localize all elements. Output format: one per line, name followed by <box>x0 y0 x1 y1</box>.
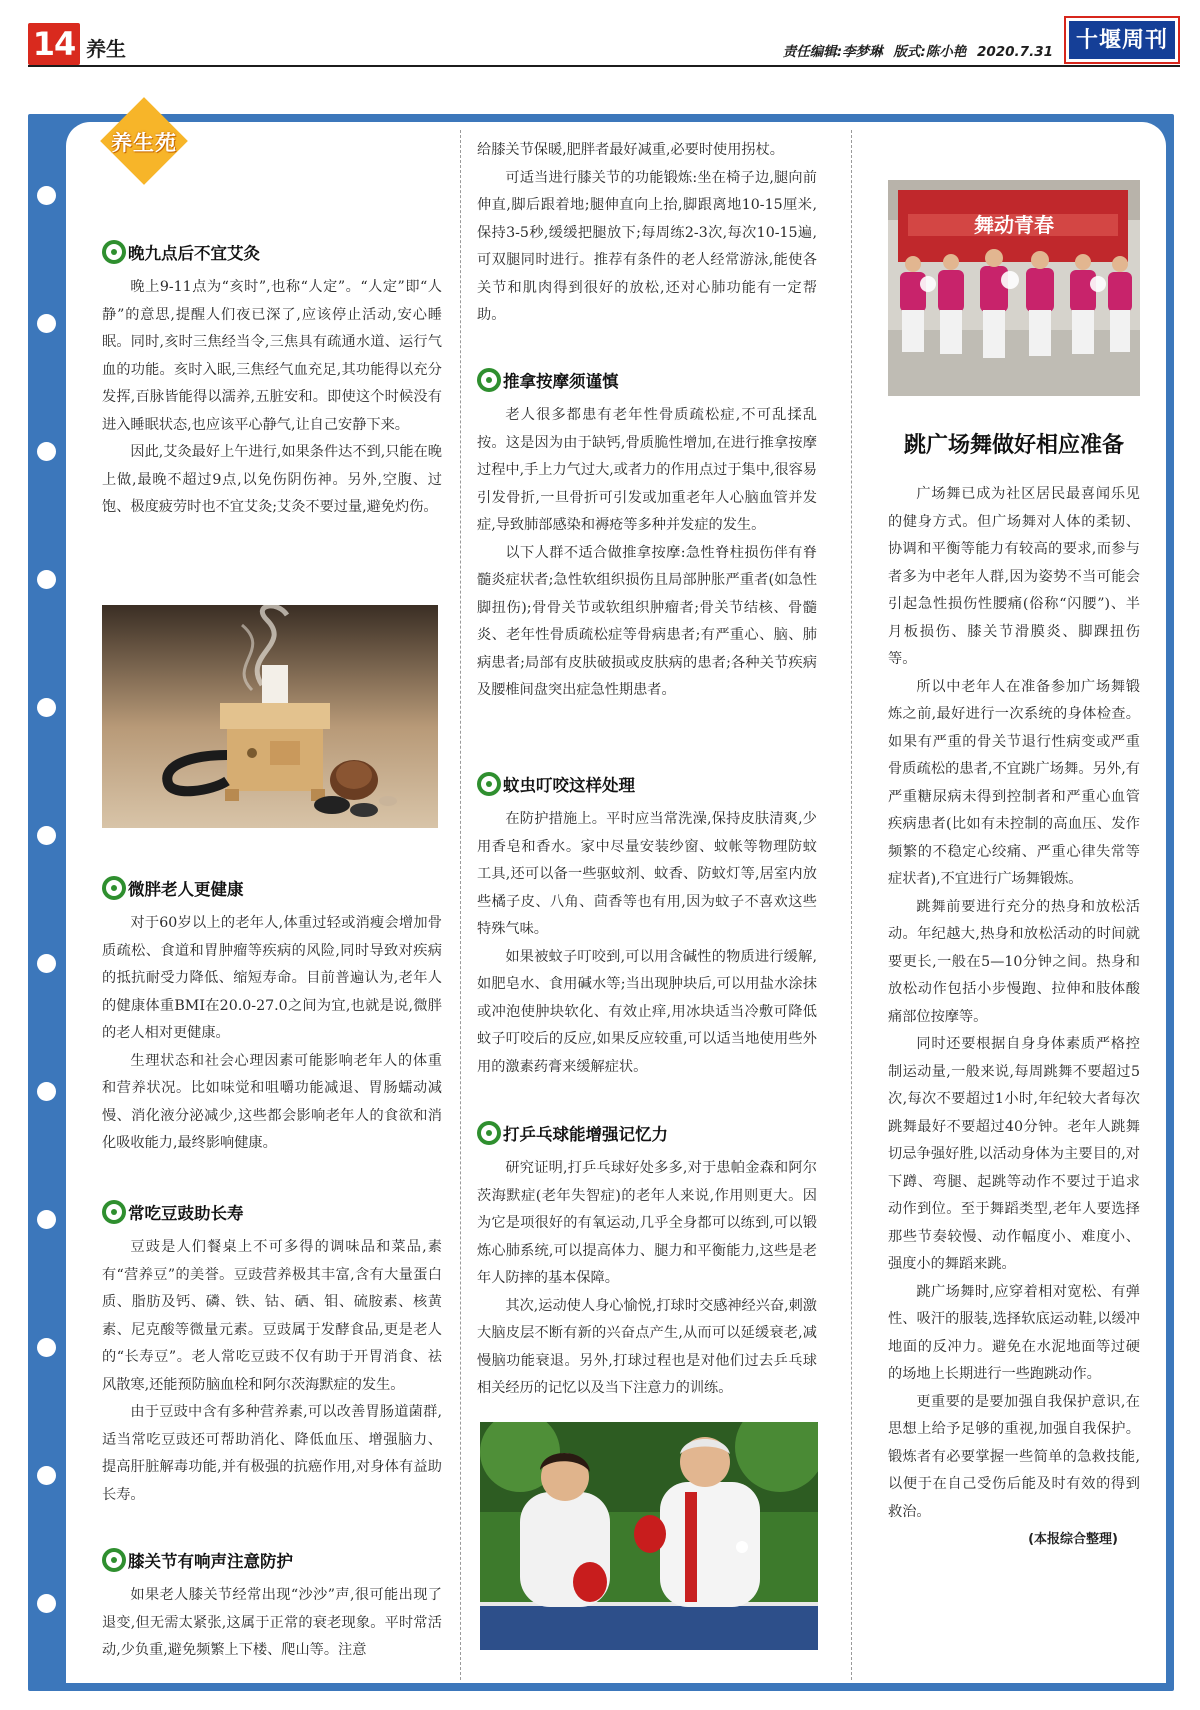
article-fermented-beans <box>102 1198 442 1509</box>
article-knee-noise-continued <box>477 137 817 330</box>
article-massage-caution <box>477 366 817 705</box>
paragraph: 如果被蚊子叮咬到,可以用含碱性的物质进行缓解,如肥皂水、食用碱水等;当出现肿块后,可以用盐水涂抹或冲泡使肿块软化、有效止痒,用冰块适当冷敷可降低蚊子叮咬后的反应,如果反应较重,可以适当地使用些外用的激素药膏来缓解症状。 <box>477 948 817 1075</box>
binder-hole <box>37 698 56 717</box>
column-divider <box>851 130 852 1680</box>
editor-credit: 责任编辑:李梦琳 <box>782 44 883 60</box>
paragraph: 研究证明,打乒乓球好处多多,对于患帕金森和阿尔茨海默症(老年失智症)的老年人来说,作用则更大。因为它是项很好的有氧运动,几乎全身都可以练到,可以锻炼心肺系统,可以提高体力、腿力和平衡能力,这些是老年人防摔的基本保障。 <box>477 1160 817 1286</box>
moxibustion-box-photo <box>102 605 438 828</box>
section-bullet-icon <box>477 1121 501 1145</box>
paragraph: 因此,艾灸最好上午进行,如果条件达不到,只能在晚上做,最晚不超过9点,以免伤阴伤神。另外,空腹、过饱、极度疲劳时也不宜艾灸;艾灸不要过量,避免灼伤。 <box>102 444 442 515</box>
paragraph: 晚上9-11点为“亥时”,也称“人定”。“人定”即“人静”的意思,提醒人们夜已深了,应该停止活动,安心睡眠。同时,亥时三焦经当令,三焦具有疏通水道、运行气血的功能。亥时入眠,三焦经气血充足,其功能得以充分发挥,百脉皆能得以濡养,五脏安和。即使这个时候没有进入睡眠状态,也应该平心静气,让自己安静下来。 <box>102 279 442 433</box>
section-bullet-icon <box>102 240 126 264</box>
banner-text: 舞动青春 <box>974 213 1054 237</box>
layout-credit: 版式:陈小艳 <box>893 44 967 60</box>
paragraph: 跳广场舞时,应穿着相对宽松、有弹性、吸汗的服装,选择软底运动鞋,以缓冲地面的反冲力。避免在水泥地面等过硬的场地上长期进行一些跑跳动作。 <box>888 1283 1140 1382</box>
binder-hole <box>37 1082 56 1101</box>
header-rule <box>28 65 1180 67</box>
binder-hole <box>37 570 56 589</box>
binder-hole <box>37 314 56 333</box>
section-bullet-icon <box>102 1200 126 1224</box>
article-night-moxibustion <box>102 238 442 522</box>
section-title: 微胖老人更健康 <box>102 874 442 902</box>
section-bullet-icon <box>477 772 501 796</box>
table-tennis-illustration <box>480 1422 818 1650</box>
column-divider <box>460 130 461 1680</box>
square-dance-illustration <box>888 180 1140 396</box>
section-title: 晚九点后不宜艾灸 <box>102 238 442 266</box>
binder-hole <box>37 1594 56 1613</box>
paragraph: 给膝关节保暖,肥胖者最好减重,必要时使用拐杖。 <box>477 142 784 158</box>
paragraph: 由于豆豉中含有多种营养素,可以改善胃肠道菌群,适当常吃豆豉还可帮助消化、降低血压、增强脑力、提高肝脏解毒功能,并有极强的抗癌作用,对身体有益助长寿。 <box>102 1404 442 1503</box>
paragraph: 同时还要根据自身身体素质严格控制运动量,一般来说,每周跳舞不要超过5次,每次不要超过1小时,年纪较大者每次跳舞最好不要超过40分钟。老年人跳舞切忌争强好胜,以活动身体为主要目的,对下蹲、弯腿、起跳等动作不要过于追求动作到位。至于舞蹈类型,老年人要选择那些节奏较慢、动作幅度小、难度小、强度小的舞蹈来跳。 <box>888 1036 1140 1272</box>
article-knee-noise <box>102 1546 442 1665</box>
binder-hole <box>37 1338 56 1357</box>
paragraph: 以下人群不适合做推拿按摩:急性脊柱损伤伴有脊髓炎症状者;急性软组织损伤且局部肿胀严重者(如急性脚扭伤);骨骨关节或软组织肿瘤者;骨关节结核、骨髓炎、老年性骨质疏松症等骨病患者;有严重心、脑、肺病患者;局部有皮肤破损或皮肤病的患者;各种关节疾病及腰椎间盘突出症急性期患者。 <box>477 544 817 698</box>
square-dance-photo <box>888 180 1140 396</box>
section-title: 打乒乓球能增强记忆力 <box>477 1119 817 1147</box>
article-table-tennis <box>477 1119 817 1403</box>
paragraph: 在防护措施上。平时应当常洗澡,保持皮肤清爽,少用香皂和香水。家中尽量安装纱窗、蚊帐等物理防蚊工具,还可以备一些驱蚊剂、蚊香、防蚊灯等,居室内放些橘子皮、八角、茴香等也有用,因为蚊子不喜欢这些特殊气味。 <box>477 811 817 937</box>
section-bullet-icon <box>102 876 126 900</box>
article-square-dance <box>888 428 1140 1547</box>
issue-date: 2020.7.31 <box>976 44 1053 60</box>
paragraph: 豆豉是人们餐桌上不可多得的调味品和菜品,素有“营养豆”的美誉。豆豉营养极其丰富,含有大量蛋白质、脂肪及钙、磷、铁、钴、硒、钼、硫胺素、核黄素、尼克酸等微量元素。豆豉属于发酵食品,更是老人的“长寿豆”。老人常吃豆豉不仅有助于开胃消食、祛风散寒,还能预防脑血栓和阿尔茨海默症的发生。 <box>102 1239 442 1393</box>
binder-hole <box>37 826 56 845</box>
paragraph: 其次,运动使人身心愉悦,打球时交感神经兴奋,刺激大脑皮层不断有新的兴奋点产生,从而可以延缓衰老,减慢脑功能衰退。另外,打球过程也是对他们过去乒乓球相关经历的记忆以及当下注意力的训练。 <box>477 1297 817 1396</box>
page-header <box>0 0 1200 70</box>
article-mosquito-bites <box>477 770 817 1081</box>
binder-hole <box>37 442 56 461</box>
table-tennis-photo <box>480 1422 818 1650</box>
article-headline: 跳广场舞做好相应准备 <box>903 432 1124 458</box>
page-number: 14 <box>28 23 80 65</box>
section-bullet-icon <box>102 1548 126 1572</box>
section-title: 膝关节有响声注意防护 <box>102 1546 442 1574</box>
paragraph: 跳舞前要进行充分的热身和放松活动。年纪越大,热身和放松活动的时间就要更长,一般在5—10分钟之间。热身和放松动作包括小步慢跑、拉伸和肢体酸痛部位按摩等。 <box>888 898 1140 1025</box>
paragraph: 对于60岁以上的老年人,体重过轻或消瘦会增加骨质疏松、食道和胃肿瘤等疾病的风险,同时导致对疾病的抵抗耐受力降低、缩短寿命。目前普遍认为,老年人的健康体重BMI在20.0-27.0之间为宜,也就是说,微胖的老人相对更健康。 <box>102 915 442 1041</box>
binder-hole <box>37 1466 56 1485</box>
binder-hole <box>37 1210 56 1229</box>
brand-logo-text: 十堰周刊 <box>1069 21 1175 59</box>
section-title: 蚊虫叮咬这样处理 <box>477 770 817 798</box>
paragraph: 广场舞已成为社区居民最喜闻乐见的健身方式。但广场舞对人体的柔韧、协调和平衡等能力有较高的要求,而参与者多为中老年人群,因为姿势不当可能会引起急性损伤性腰痛(俗称“闪腰”)、半月板损伤、膝关节滑膜炎、脚踝扭伤等。 <box>888 486 1140 667</box>
moxibustion-illustration <box>102 605 438 828</box>
paragraph: 老人很多都患有老年性骨质疏松症,不可乱揉乱按。这是因为由于缺钙,骨质脆性增加,在进行推拿按摩过程中,手上力气过大,或者力的作用点过于集中,很容易引发骨折,一旦骨折可引发或加重老年人心脑血管并发症,导致肺部感染和褥疮等多种并发症的发生。 <box>477 407 817 533</box>
section-bullet-icon <box>477 368 501 392</box>
binder-hole <box>37 954 56 973</box>
section-title: 常吃豆豉助长寿 <box>102 1198 442 1226</box>
article-slightly-fat-elderly <box>102 874 442 1158</box>
paragraph: 如果老人膝关节经常出现“沙沙”声,很可能出现了退变,但无需太紧张,这属于正常的衰老现象。平时常活动,少负重,避免频繁上下楼、爬山等。注意 <box>102 1587 442 1658</box>
paragraph: 可适当进行膝关节的功能锻炼:坐在椅子边,腿向前伸直,脚后跟着地;腿伸直向上抬,脚跟离地10-15厘米,保持3-5秒,缓缓把腿放下;每周练2-3次,每次10-15遍,可双腿同时进行。推荐有条件的老人经常游泳,能使各关节和肌肉得到很好的放松,还对心肺功能有一定帮助。 <box>477 169 817 323</box>
section-title: 推拿按摩须谨慎 <box>477 366 817 394</box>
section-name: 养生 <box>86 37 126 61</box>
paragraph: 生理状态和社会心理因素可能影响老年人的体重和营养状况。比如味觉和咀嚼功能减退、胃肠蠕动减慢、消化液分泌减少,这些都会影响老年人的食欲和消化吸收能力,最终影响健康。 <box>102 1052 442 1151</box>
header-credits <box>777 40 1053 60</box>
paragraph: 更重要的是要加强自我保护意识,在思想上给予足够的重视,加强自我保护。锻炼者有必要掌握一些简单的急救技能,以便于在自己受伤后能及时有效的得到救治。 <box>888 1393 1140 1520</box>
source-credit: (本报综合整理) <box>1028 1532 1118 1547</box>
binder-hole <box>37 186 56 205</box>
column-badge-label: 养生苑 <box>111 131 177 155</box>
brand-logo <box>1064 16 1180 64</box>
paragraph: 所以中老年人在准备参加广场舞锻炼之前,最好进行一次系统的身体检查。如果有严重的骨关节退行性病变或严重骨质疏松的患者,不宜跳广场舞。另外,有严重糖尿病未得到控制者和严重心血管疾病患者(比如有未控制的高血压、发作频繁的不稳定心绞痛、严重心律失常等症状者),不宜进行广场舞锻炼。 <box>888 678 1140 887</box>
